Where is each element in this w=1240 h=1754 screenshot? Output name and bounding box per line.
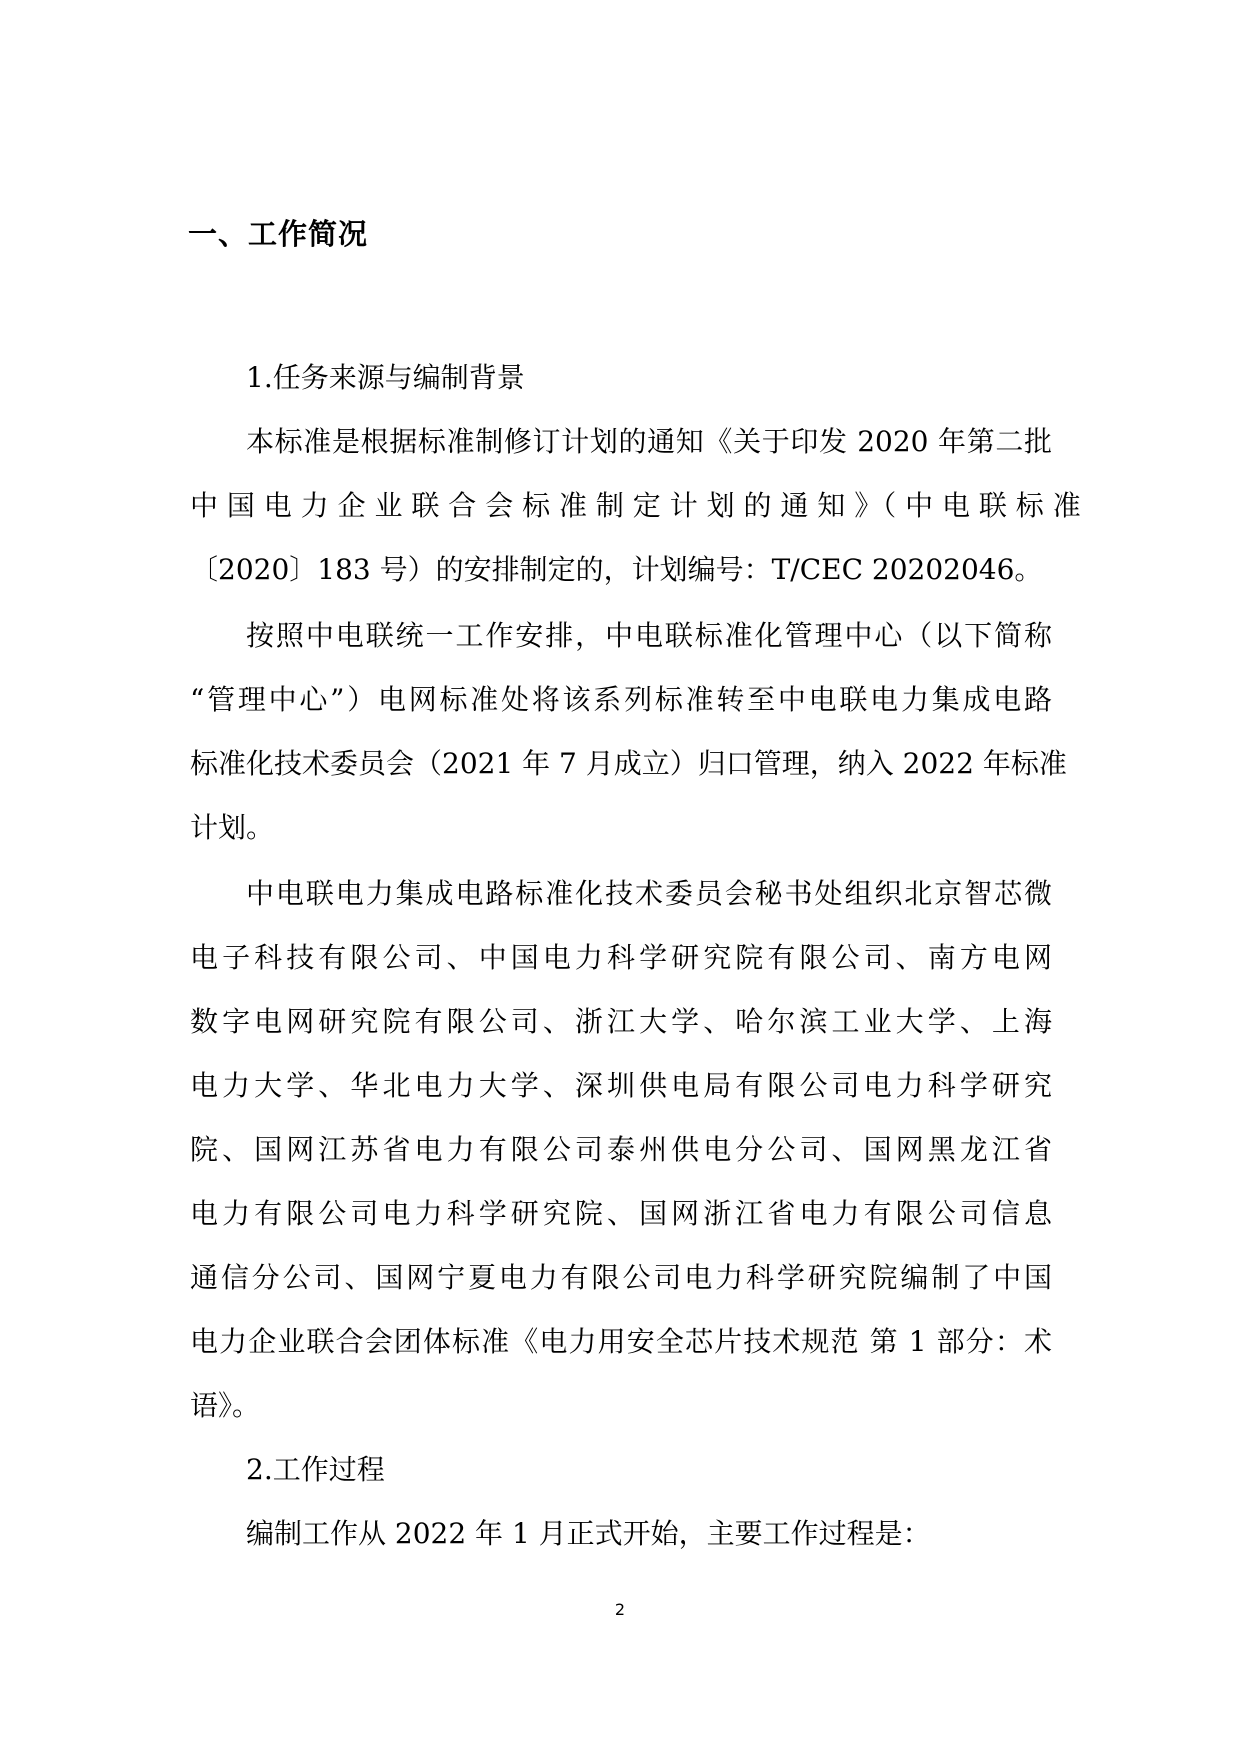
paragraph-line: 电子科技有限公司、中国电力科学研究院有限公司、南方电网 [190, 941, 1052, 974]
paragraph-line: 数字电网研究院有限公司、浙江大学、哈尔滨工业大学、上海 [190, 1005, 1052, 1038]
section-heading: 一、工作简况 [188, 217, 369, 251]
paragraph-line: 本标准是根据标准制修订计划的通知《关于印发 2020 年第二批 [246, 425, 1052, 458]
subsection-title-task-source: 1.任务来源与编制背景 [246, 361, 525, 394]
paragraph-line: 〔2020〕183 号）的安排制定的，计划编号：T/CEC 20202046。 [190, 553, 1043, 586]
paragraph-line: 编制工作从 2022 年 1 月正式开始，主要工作过程是： [246, 1517, 931, 1550]
paragraph-line: 按照中电联统一工作安排，中电联标准化管理中心（以下简称 [246, 619, 1052, 652]
paragraph-line: 中 国 电 力 企 业 联 合 会 标 准 制 定 计 划 的 通 知 》（ 中 电 联 标 准 [190, 489, 1081, 522]
subsection-title-work-process: 2.工作过程 [246, 1453, 385, 1486]
paragraph-line: 电力企业联合会团体标准《电力用安全芯片技术规范 第 1 部分：术 [190, 1325, 1052, 1358]
paragraph-line: 计划。 [190, 811, 275, 844]
paragraph-line: 通信分公司、国网宁夏电力有限公司电力科学研究院编制了中国 [190, 1261, 1052, 1294]
page-number: 2 [614, 1600, 626, 1619]
paragraph-line: 电力有限公司电力科学研究院、国网浙江省电力有限公司信息 [190, 1197, 1052, 1230]
paragraph-line: 院、国网江苏省电力有限公司泰州供电分公司、国网黑龙江省 [190, 1133, 1052, 1166]
paragraph-line: 标准化技术委员会（2021 年 7 月成立）归口管理，纳入 2022 年标准 [190, 747, 1067, 780]
paragraph-line: “管理中心”）电网标准处将该系列标准转至中电联电力集成电路 [190, 683, 1052, 716]
paragraph-line: 电力大学、华北电力大学、深圳供电局有限公司电力科学研究 [190, 1069, 1052, 1102]
paragraph-line: 中电联电力集成电路标准化技术委员会秘书处组织北京智芯微 [246, 877, 1052, 910]
paragraph-line: 语》。 [190, 1389, 261, 1422]
